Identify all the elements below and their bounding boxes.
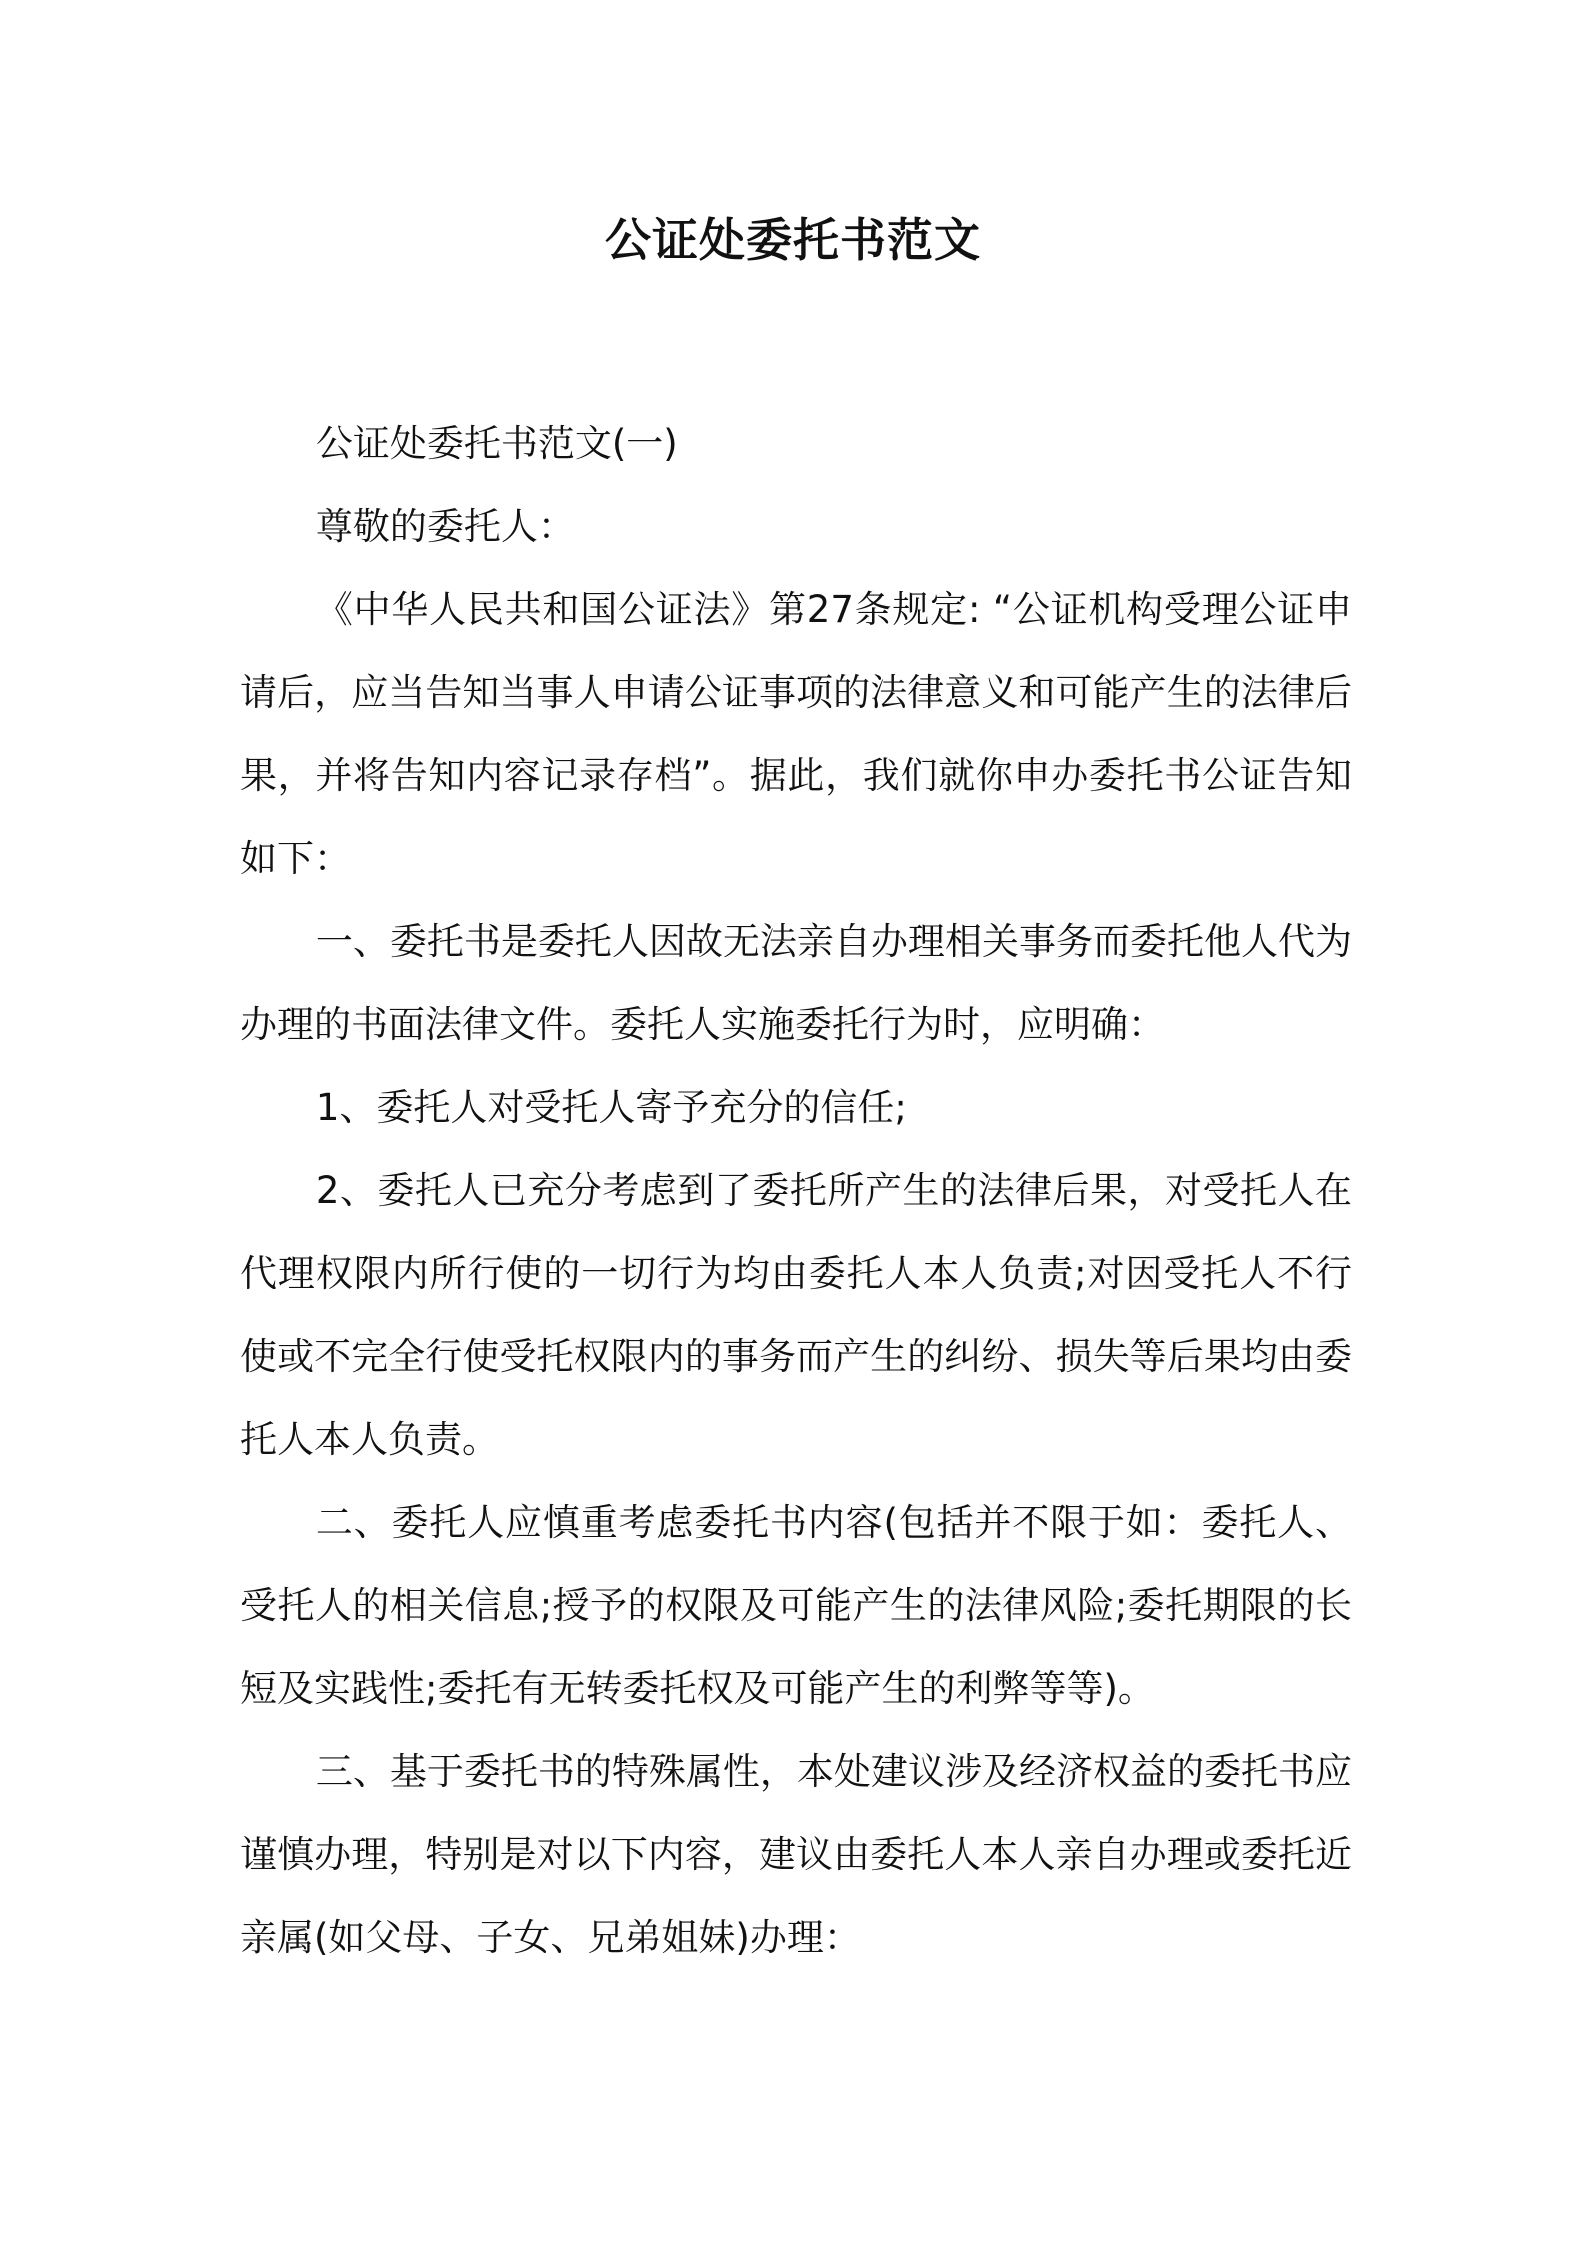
paragraph-intro: 《中华人民共和国公证法》第27条规定: “公证机构受理公证申请后，应当告知当事人申请公证事项的法律意义和可能产生的法律后果，并将告知内容记录存档”。据此，我们就你申办委托书公证告知如下：: [240, 588, 1352, 880]
section-heading: 公证处委托书范文(一): [315, 422, 678, 465]
document-body: [240, 402, 1352, 1979]
paragraph-item-one: 一、委托书是委托人因故无法亲自办理相关事务而委托他人代为办理的书面法律文件。委托人实施委托行为时，应明确：: [240, 920, 1352, 1046]
paragraph-item-two: 二、委托人应慎重考虑委托书内容(包括并不限于如：委托人、受托人的相关信息;授予的权限及可能产生的法律风险;委托期限的长短及实践性;委托有无转委托权及可能产生的利弊等等)。: [240, 1501, 1352, 1710]
document-title: 公证处委托书范文: [605, 213, 981, 267]
paragraph-subitem-1: 1、委托人对受托人寄予充分的信任;: [315, 1086, 907, 1129]
paragraph-item-three: 三、基于委托书的特殊属性，本处建议涉及经济权益的委托书应谨慎办理，特别是对以下内容，建议由委托人本人亲自办理或委托近亲属(如父母、子女、兄弟姐妹)办理：: [240, 1750, 1352, 1959]
salutation: 尊敬的委托人：: [315, 505, 575, 548]
paragraph-subitem-2: 2、委托人已充分考虑到了委托所产生的法律后果，对受托人在代理权限内所行使的一切行为均由委托人本人负责;对因受托人不行使或不完全行使受托权限内的事务而产生的纠纷、损失等后果均由委托人本人负责。: [240, 1169, 1352, 1461]
